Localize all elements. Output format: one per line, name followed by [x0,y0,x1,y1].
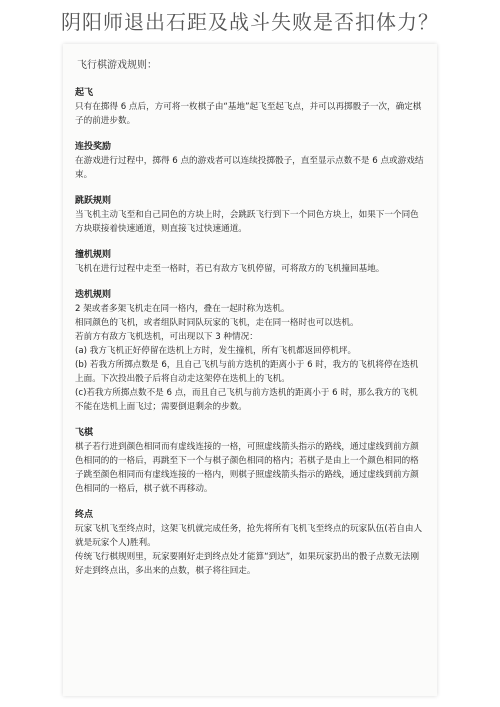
section-text: 棋子若行进到颜色相同而有虚线连接的一格，可照虚线箭头指示的路线，通过虚线到前方颜色相同的的一格后，再跳至下一个与棋子颜色相同的格内；若棋子是由上一个颜色相同的格子跳至颜色相同而有虚线连接的一格内，则棋子照虚线箭头指示的路线，通过虚线到前方颜色相同的一格后，棋子就不再移动。 [75,442,419,494]
section-collision-rule [75,247,425,276]
section-jump-rule [75,193,425,236]
section-text: 当飞机主动飞至和自己同色的方块上时，会跳跃飞行到下一个同色方块上，如果下一个同色方块联接着快速通道，则直接飞过快速通道。 [75,210,419,234]
section-title: 跳跃规则 [75,196,112,206]
section-text: 飞机在进行过程中走至一格时，若已有敌方飞机停留，可将敌方的飞机撞回基地。 [75,264,385,274]
section-text: 只有在掷得 6 点后，方可将一枚棋子由“基地”起飞至起飞点，并可以再掷骰子一次，确定棋子的前进步数。 [75,102,422,126]
section-title: 连投奖励 [75,142,112,152]
section-text: 2 架或者多架飞机走在同一格内，叠在一起时称为迭机。 相同颜色的飞机，或者组队时同队玩家的飞机，走在同一格时也可以迭机。 若前方有敌方飞机迭机，可出现以下 3 种情况： (a) 我方飞机正好停留在迭机上方时，发生撞机，所有飞机都返回停机坪。 (b) 若我方所掷点数是 6，且自己飞机与前方迭机的距离小于 6 时，我方的飞机将停在迭机上面。下次投出骰子后将自动走这架停在迭机上的飞机。 (c)若我方所掷点数不是 6 点，而且自己飞机与前方迭机的距离小于 6 时，那么我方的飞机不能在迭机上面飞过；需要倒退剩余的步数。 [75,304,419,412]
section-finish-rule [75,507,425,578]
section-title: 撞机规则 [75,250,112,260]
section-title: 终点 [75,510,94,520]
rules-document [63,44,437,696]
section-title: 迭机规则 [75,290,112,300]
section-stack-rule [75,287,425,414]
section-title: 起飞 [75,88,94,98]
section-flying-rule [75,425,425,496]
section-text: 玩家飞机飞至终点时，这架飞机就完成任务，抢先将所有飞机飞至终点的玩家队伍(若自由人就是玩家个人)胜利。 传统飞行棋规则里，玩家要刚好走到终点处才能算“到达”，如果玩家扔出的骰子点数无法刚好走到终点出，多出来的点数，棋子将往回走。 [75,524,423,576]
section-title: 飞棋 [75,428,94,438]
page-headline: 阴阳师退出石距及战斗失败是否扣体力？ [61,9,439,34]
document-title: 飞行棋游戏规则： [77,60,157,71]
section-text: 在游戏进行过程中，掷得 6 点的游戏者可以连续投掷骰子，直至显示点数不是 6 点或游戏结束。 [75,156,424,180]
section-bonus-roll [75,139,425,182]
section-takeoff [75,85,425,128]
